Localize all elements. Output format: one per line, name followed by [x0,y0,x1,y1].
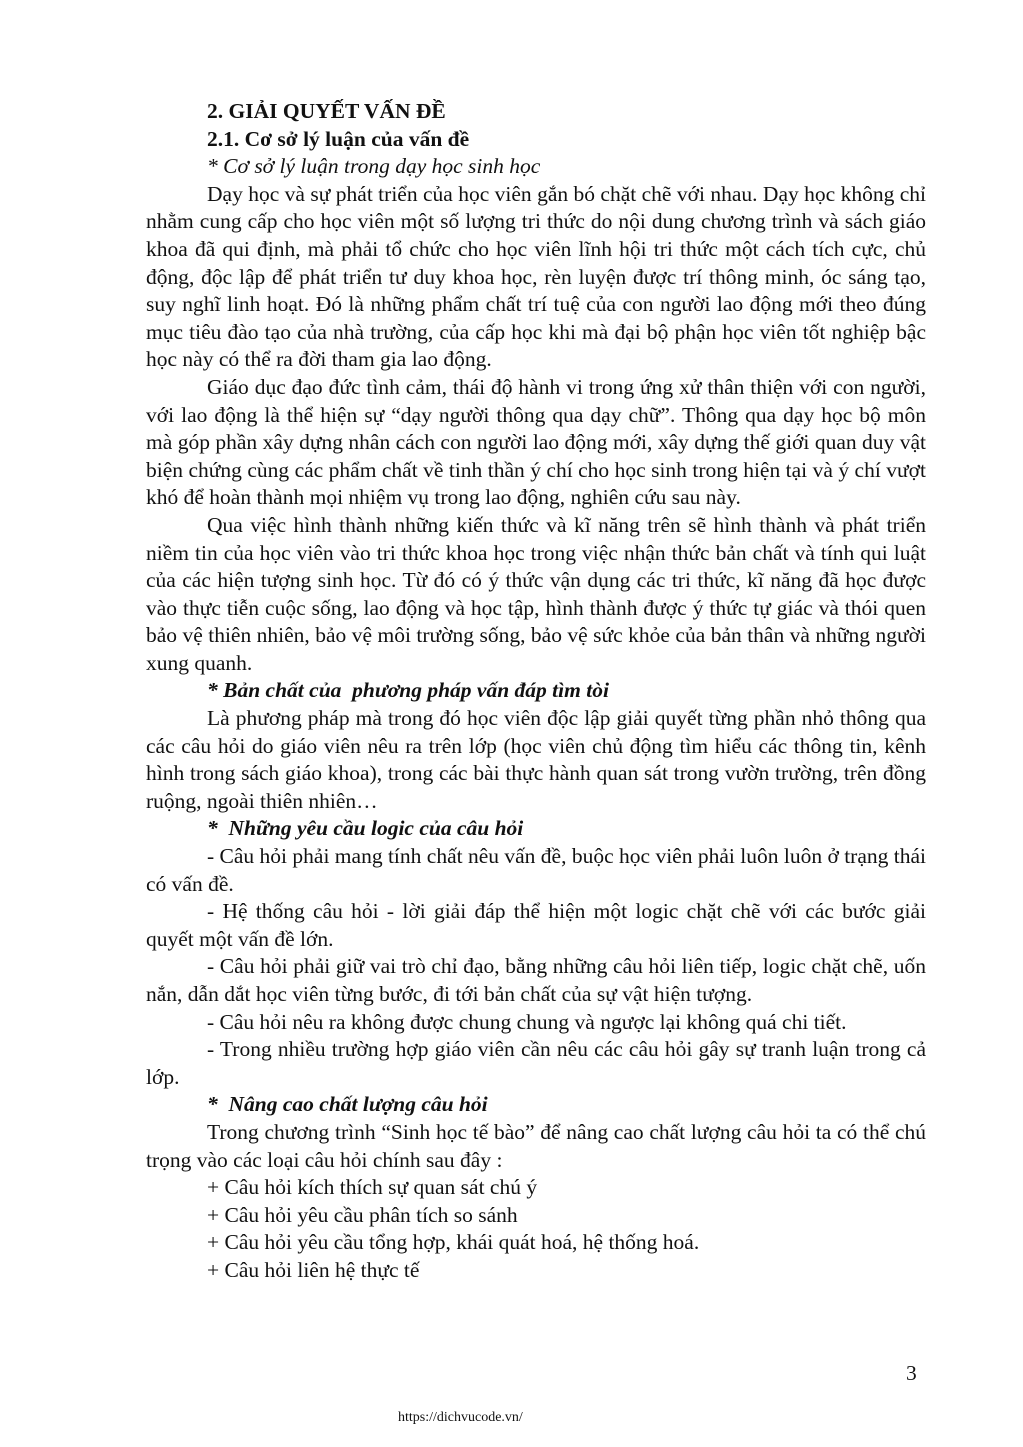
requirement-5: - Trong nhiều trường hợp giáo viên cần nêu các câu hỏi gây sự tranh luận trong cả lớp. [146,1037,926,1089]
list-item: + Câu hỏi yêu cầu tổng hợp, khái quát hoá, hệ thống hoá. [207,1230,700,1255]
requirement-1: - Câu hỏi phải mang tính chất nêu vấn đề, buộc học viên phải luôn luôn ở trạng thái có vấn đề. [146,844,926,896]
subsection-title: 2.1. Cơ sở lý luận của vấn đề [207,126,470,151]
list-item: + Câu hỏi kích thích sự quan sát chú ý [207,1175,538,1200]
requirement-2: - Hệ thống câu hỏi - lời giải đáp thể hiện một logic chặt chẽ với các bước giải quyết một vấn đề lớn. [146,899,926,951]
requirement-3: - Câu hỏi phải giữ vai trò chỉ đạo, bằng những câu hỏi liên tiếp, logic chặt chẽ, uốn nắn, dẫn dắt học viên từng bước, đi tới bản chất của sự vật hiện tượng. [146,954,926,1006]
paragraph-3: Qua việc hình thành những kiến thức và kĩ năng trên sẽ hình thành và phát triển niềm tin của học viên vào tri thức khoa học trong việc nhận thức bản chất và tính qui luật của các hiện tượng sinh học. Từ đó có ý thức vận dụng các tri thức, kĩ năng đã học được vào thực tiễn cuộc sống, lao động và học tập, hình thành được ý thức tự giác và thói quen bảo vệ thiên nhiên, bảo vệ môi trường sống, bảo vệ sức khỏe của bản thân và những người xung quanh. [146,512,926,675]
heading-ban-chat: * Bản chất của phương pháp vấn đáp tìm tòi [207,678,609,703]
italic-heading: * Cơ sở lý luận trong dạy học sinh học [207,154,541,179]
paragraph-5: Trong chương trình “Sinh học tế bào” để nâng cao chất lượng câu hỏi ta có thể chú trọng vào các loại câu hỏi chính sau đây : [146,1119,926,1172]
heading-nang-cao: * Nâng cao chất lượng câu hỏi [207,1092,488,1117]
footer-url[interactable]: https://dichvucode.vn/ [398,1410,523,1425]
heading-yeu-cau: * Những yêu cầu logic của câu hỏi [207,816,524,841]
page-number: 3 [906,1361,917,1385]
requirement-4: - Câu hỏi nêu ra không được chung chung và ngược lại không quá chi tiết. [207,1009,847,1034]
paragraph-2: Giáo dục đạo đức tình cảm, thái độ hành vi trong ứng xử thân thiện với con người, với lao động là thể hiện sự “dạy người thông qua dạy chữ”. Thông qua dạy học bộ môn mà góp phần xây dựng nhân cách con người lao động mới, xây dựng thế giới quan duy vật biện chứng cùng các phẩm chất về tinh thần ý chí cho học sinh trong hiện tại và ý chí vượt khó để hoàn thành mọi nhiệm vụ trong lao động, nghiên cứu sau này. [146,374,926,510]
list-item: + Câu hỏi liên hệ thực tế [207,1257,420,1282]
section-title: 2. GIẢI QUYẾT VẤN ĐỀ [207,99,446,123]
paragraph-4: Là phương pháp mà trong đó học viên độc lập giải quyết từng phần nhỏ thông qua các câu hỏi do giáo viên nêu ra trên lớp (học viên chủ động tìm hiểu các thông tin, kênh hình trong sách giáo khoa), trong các bài thực hành quan sát trong vườn trường, trên đồng ruộng, ngoài thiên nhiên… [146,706,926,813]
list-item: + Câu hỏi yêu cầu phân tích so sánh [207,1202,518,1227]
paragraph-1: Dạy học và sự phát triển của học viên gắn bó chặt chẽ với nhau. Dạy học không chỉ nhằm cung cấp cho học viên một số lượng tri thức do nội dung chương trình và sách giáo khoa đã qui định, mà phải tổ chức cho học viên lĩnh hội tri thức một cách tích cực, chủ động, độc lập để phát triển tư duy khoa học, rèn luyện được trí thông minh, óc sáng tạo, suy nghĩ linh hoạt. Đó là những phẩm chất trí tuệ của con người lao động mới theo đúng mục tiêu đào tạo của nhà trường, của cấp học khi mà đại bộ phận học viên tốt nghiệp bậc học này có thể ra đời tham gia lao động. [146,181,926,372]
document-body [146,98,926,1285]
